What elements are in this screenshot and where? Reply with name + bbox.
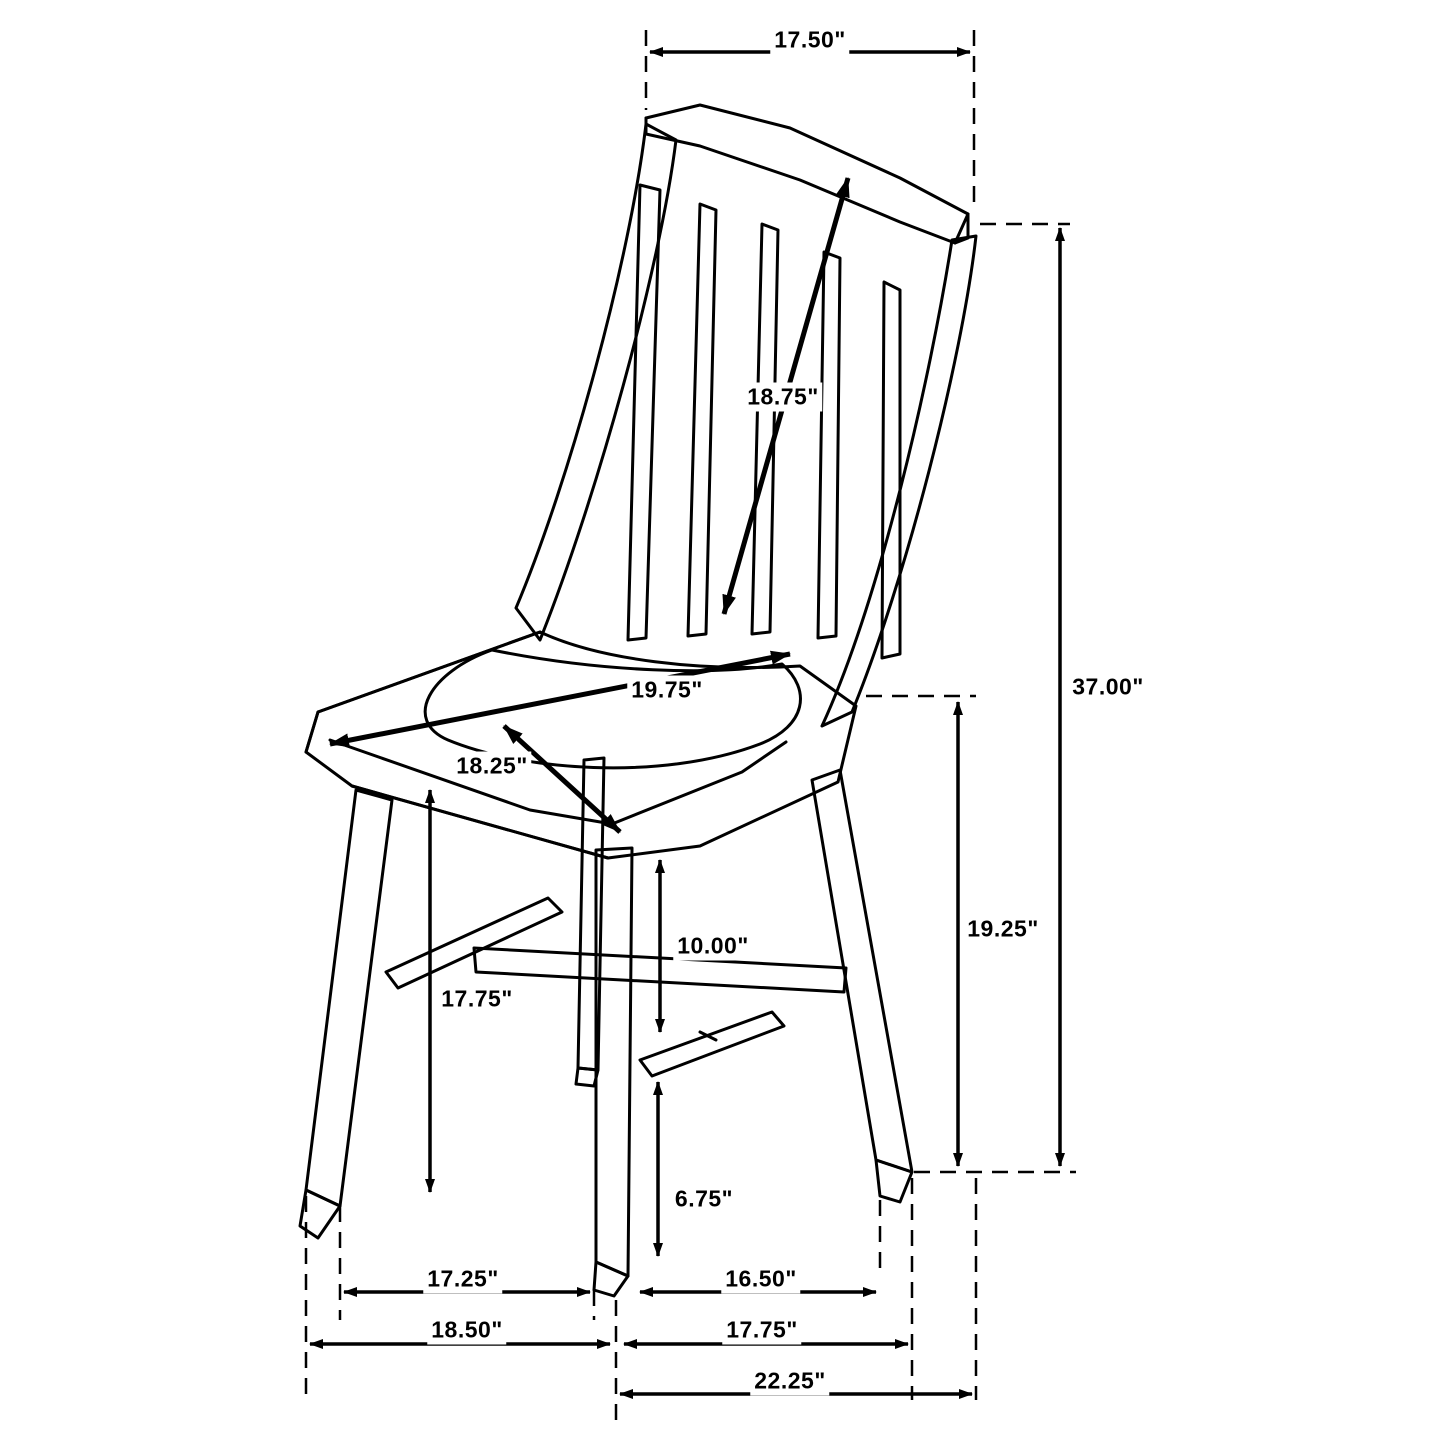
dimension-label-seat-height-right: 19.25" [963,915,1042,944]
dimension-label-leg-clearance: 17.75" [437,985,516,1014]
dimension-label-stretcher-height: 10.00" [673,932,752,961]
dimension-label-foot-span-right: 16.50" [721,1265,800,1294]
dimension-label-lower-stretcher: 6.75" [671,1185,737,1214]
dimension-label-overall-height: 37.00" [1068,673,1147,702]
dimension-label-base-width-left: 18.50" [427,1316,506,1345]
dimension-label-back-width: 17.50" [770,26,849,55]
dimension-label-seat-depth-diagonal: 19.75" [627,676,706,705]
dimension-label-overall-depth: 22.25" [750,1367,829,1396]
dimension-label-base-width-right: 17.75" [722,1316,801,1345]
dimension-label-seat-width: 18.25" [452,752,531,781]
dimension-label-foot-span-left: 17.25" [423,1265,502,1294]
dimension-label-back-height: 18.75" [743,383,822,412]
